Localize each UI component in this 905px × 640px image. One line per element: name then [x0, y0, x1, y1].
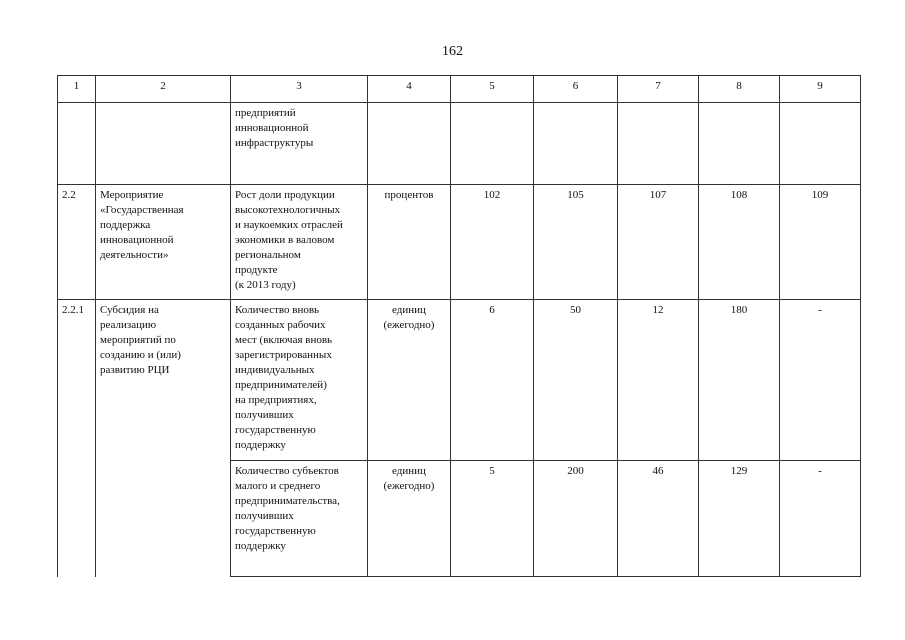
value-cell: 180: [699, 300, 780, 461]
text-line: (ежегодно): [383, 319, 435, 331]
text-line: инновационной: [100, 234, 174, 246]
header-cell: 7: [618, 76, 699, 103]
value-cell: [451, 103, 534, 185]
row-number-cell: 2.2: [58, 185, 96, 300]
text-line: поддержка: [100, 219, 151, 231]
value-cell: 102: [451, 185, 534, 300]
header-cell: 2: [96, 76, 231, 103]
text-line: региональном: [235, 249, 301, 261]
value-cell: 5: [451, 461, 534, 577]
text-line: зарегистрированных: [235, 349, 332, 361]
text-line: созданию и (или): [100, 349, 181, 361]
header-cell: 8: [699, 76, 780, 103]
indicator-cell: [231, 185, 368, 300]
value-cell: 46: [618, 461, 699, 577]
unit-cell: [368, 300, 451, 461]
value-cell: 109: [780, 185, 861, 300]
event-name-cell: [96, 300, 231, 577]
value-cell: 129: [699, 461, 780, 577]
text-line: государственную: [235, 525, 316, 537]
unit-cell: [368, 103, 451, 185]
text-line: малого и среднего: [235, 480, 321, 492]
text-line: государственную: [235, 424, 316, 436]
text-line: Рост доли продукции: [235, 189, 335, 201]
text-line: инфраструктуры: [235, 137, 314, 149]
indicator-cell: [231, 461, 368, 577]
text-line: получивших: [235, 409, 294, 421]
header-cell: 3: [231, 76, 368, 103]
text-line: мероприятий по: [100, 334, 176, 346]
row-number-cell: [58, 103, 96, 185]
header-cell: 9: [780, 76, 861, 103]
header-cell: 5: [451, 76, 534, 103]
value-cell: -: [780, 300, 861, 461]
value-cell: 50: [534, 300, 618, 461]
table-row: [58, 185, 861, 300]
text-line: индивидуальных: [235, 364, 315, 376]
indicators-table: [57, 75, 861, 577]
value-cell: [699, 103, 780, 185]
text-line: получивших: [235, 510, 294, 522]
value-cell: -: [780, 461, 861, 577]
text-line: высокотехнологичных: [235, 204, 341, 216]
value-cell: 107: [618, 185, 699, 300]
unit-cell: [368, 461, 451, 577]
header-cell: 4: [368, 76, 451, 103]
text-line: мест (включая вновь: [235, 334, 333, 346]
text-line: Количество вновь: [235, 304, 320, 316]
value-cell: [534, 103, 618, 185]
value-cell: 105: [534, 185, 618, 300]
text-line: процентов: [384, 189, 434, 201]
text-line: поддержку: [235, 439, 286, 451]
value-cell: 6: [451, 300, 534, 461]
value-cell: 200: [534, 461, 618, 577]
value-cell: [618, 103, 699, 185]
text-line: предпринимательства,: [235, 495, 340, 507]
table-row: [58, 103, 861, 185]
text-line: продукте: [235, 264, 278, 276]
text-line: Количество субъектов: [235, 465, 339, 477]
event-name-cell: [96, 185, 231, 300]
table-header-row: [58, 76, 861, 103]
row-number-cell: 2.2.1: [58, 300, 96, 577]
value-cell: 12: [618, 300, 699, 461]
indicator-cell: [231, 103, 368, 185]
table-row: [58, 300, 861, 461]
text-line: (к 2013 году): [235, 279, 296, 291]
text-line: на предприятиях,: [235, 394, 317, 406]
text-line: поддержку: [235, 540, 286, 552]
text-line: единиц: [392, 304, 426, 316]
text-line: инновационной: [235, 122, 309, 134]
text-line: экономики в валовом: [235, 234, 335, 246]
value-cell: 108: [699, 185, 780, 300]
event-name-cell: [96, 103, 231, 185]
text-line: реализацию: [100, 319, 157, 331]
header-cell: 6: [534, 76, 618, 103]
text-line: предприятий: [235, 107, 296, 119]
text-line: единиц: [392, 465, 426, 477]
indicator-cell: [231, 300, 368, 461]
text-line: «Государственная: [100, 204, 184, 216]
text-line: Мероприятие: [100, 189, 164, 201]
header-cell: 1: [58, 76, 96, 103]
page-number: 162: [442, 44, 463, 59]
text-line: (ежегодно): [383, 480, 435, 492]
text-line: Субсидия на: [100, 304, 159, 316]
text-line: и наукоемких отраслей: [235, 219, 343, 231]
text-line: предпринимателей): [235, 379, 327, 391]
value-cell: [780, 103, 861, 185]
text-line: деятельности»: [100, 249, 169, 261]
text-line: развитию РЦИ: [100, 364, 170, 376]
unit-cell: [368, 185, 451, 300]
text-line: созданных рабочих: [235, 319, 326, 331]
